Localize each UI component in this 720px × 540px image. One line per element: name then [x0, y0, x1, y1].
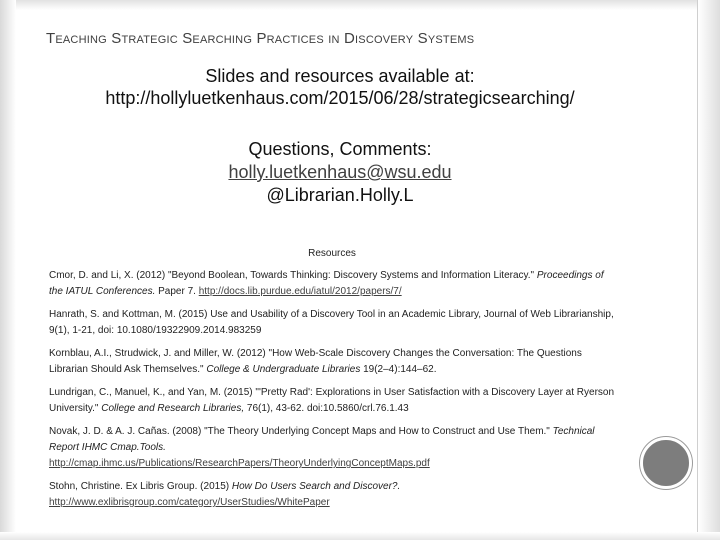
- contact-info: [20, 138, 660, 207]
- reference-item: [49, 268, 615, 300]
- slide-title: Teaching Strategic Searching Practices in Discovery Systems: [46, 30, 475, 47]
- reference-link[interactable]: http://cmap.ihmc.us/Publications/ResearchPapers/TheoryUnderlyingConceptMaps.pdf: [49, 458, 430, 469]
- reference-item: [49, 424, 615, 472]
- reference-text: Cmor, D. and Li, X. (2012) "Beyond Boolean, Towards Thinking: Discovery Systems and Information Literacy.": [49, 270, 537, 281]
- questions-heading: Questions, Comments:: [248, 139, 432, 159]
- reference-source: Technical Report IHMC Cmap.Tools.: [49, 426, 595, 453]
- reference-item: [49, 307, 615, 339]
- reference-item: [49, 385, 615, 417]
- reference-source: How Do Users Search and Discover?.: [231, 481, 401, 492]
- reference-text: Kornblau, A.I., Strudwick, J. and Miller, W. (2012) "How Web-Scale Discovery Changes the Conversation: The Questions Librarian Should Ask Themselves.": [49, 348, 582, 375]
- slides-info: [20, 66, 660, 109]
- reference-source: College and Research Libraries,: [101, 403, 245, 414]
- reference-item: [49, 479, 615, 511]
- reference-source: College & Undergraduate Libraries: [206, 364, 361, 375]
- reference-text: Lundrigan, C., Manuel, K., and Yan, M. (2015) "'Pretty Rad': Explorations in User Satisfaction with a Discovery Layer at Ryerson University.": [49, 387, 615, 414]
- frame-bottom-border: [0, 532, 720, 540]
- slides-available-text: Slides and resources available at:: [205, 66, 475, 86]
- reference-details: 76(1), 43-62. doi:10.5860/crl.76.1.43: [244, 403, 409, 414]
- frame-left-border: [0, 0, 16, 540]
- reference-text: Stohn, Christine. Ex Libris Group. (2015): [49, 481, 232, 492]
- reference-link[interactable]: http://www.exlibrisgroup.com/category/UserStudies/WhitePaper: [49, 497, 330, 508]
- twitter-handle: @Librarian.Holly.L: [266, 185, 414, 205]
- reference-source: Proceedings of the IATUL Conferences.: [49, 270, 604, 297]
- reference-details: 19(2–4):144–62.: [360, 364, 437, 375]
- resources-section: [49, 246, 615, 518]
- reference-text: Hanrath, S. and Kottman, M. (2015) Use and Usability of a Discovery Tool in an Academic Library, Journal of Web Librarianship, 9(1), 1-21, doi: 10.1080/19322909.2014.983259: [49, 309, 614, 336]
- reference-text: Novak, J. D. & A. J. Cañas. (2008) "The Theory Underlying Concept Maps and How to Construct and Use Them.": [49, 426, 553, 437]
- resources-heading: Resources: [308, 248, 356, 259]
- slides-url: http://hollyluetkenhaus.com/2015/06/28/strategicsearching/: [105, 88, 575, 108]
- frame-right-border: [697, 0, 720, 540]
- reference-details: Paper 7.: [155, 286, 199, 297]
- reference-link[interactable]: http://docs.lib.purdue.edu/iatul/2012/papers/7/: [198, 286, 402, 297]
- reference-item: [49, 346, 615, 378]
- frame-top-border: [0, 0, 720, 10]
- email-link[interactable]: holly.luetkenhaus@wsu.edu: [228, 162, 452, 182]
- decorative-circle: [640, 437, 692, 489]
